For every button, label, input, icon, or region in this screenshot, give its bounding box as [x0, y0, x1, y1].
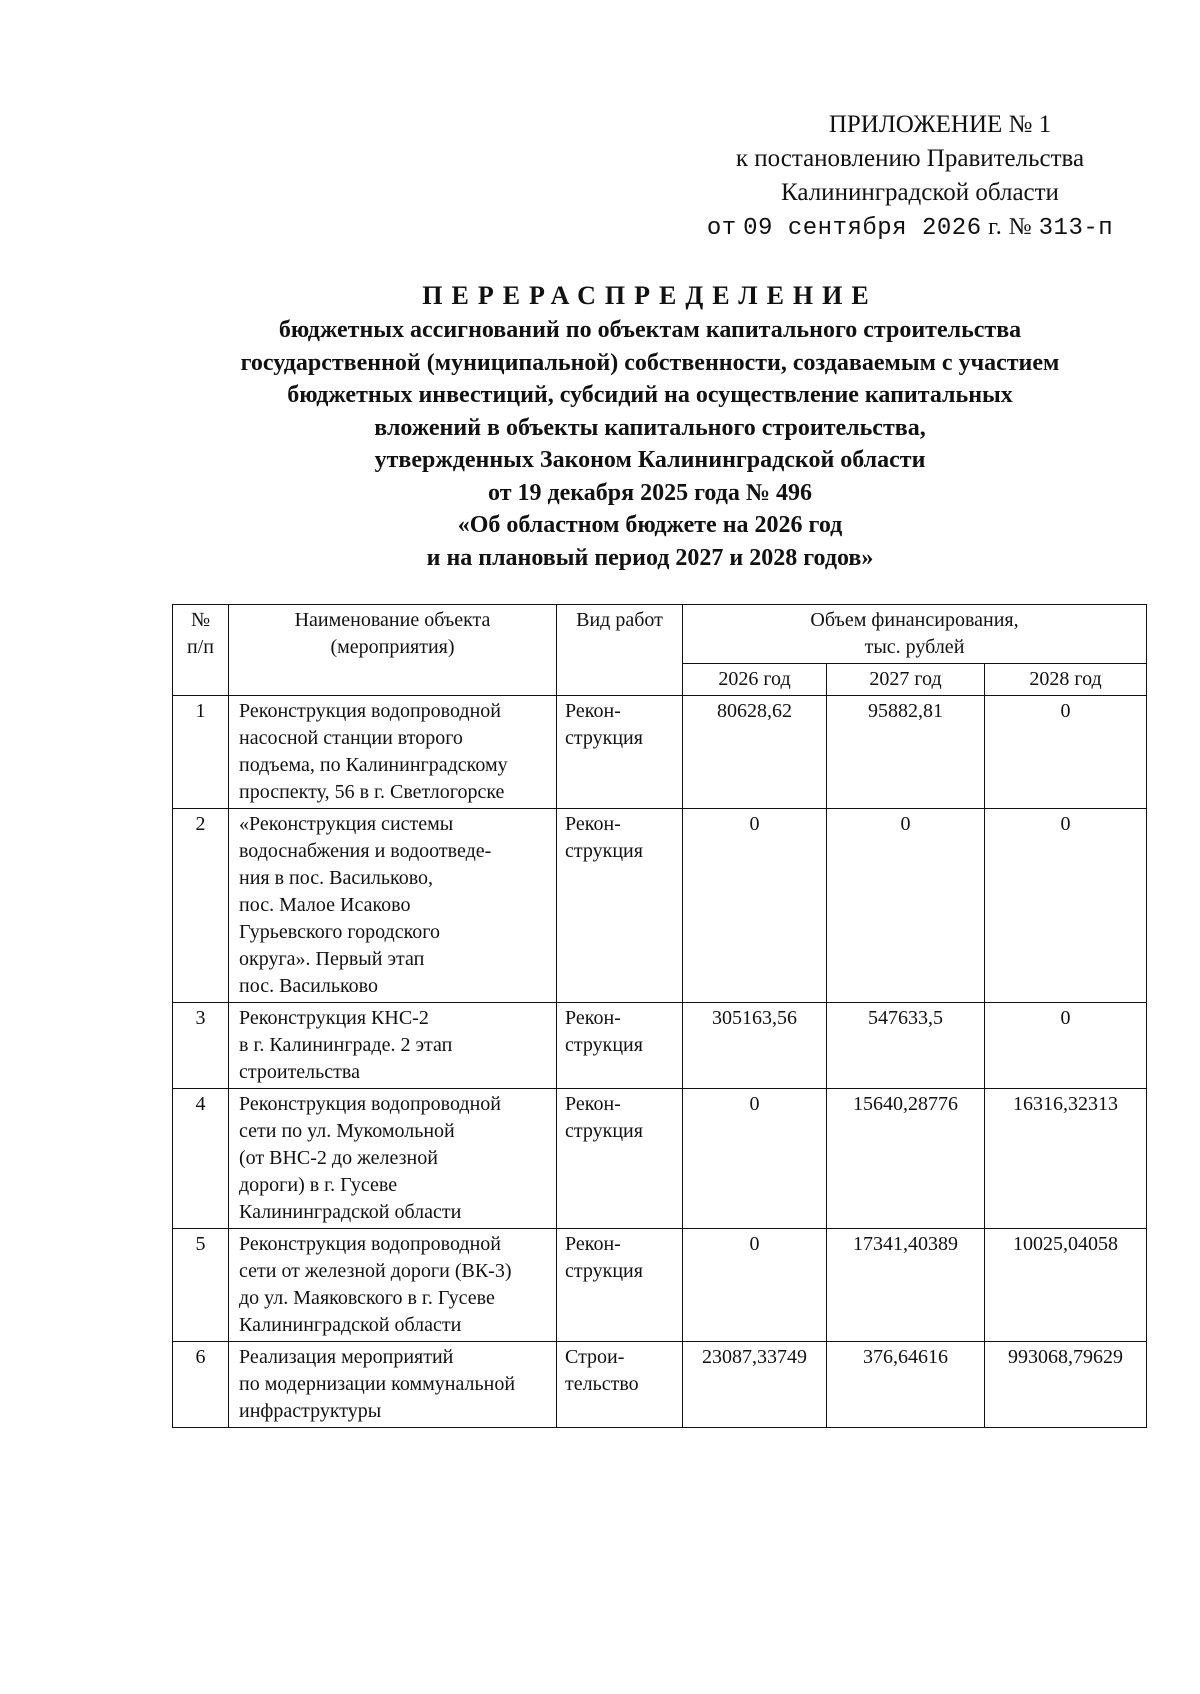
row-work: Рекон- струкция — [557, 1003, 683, 1089]
row-name: Реконструкция водопроводной сети по ул. Мукомольной (от ВНС-2 до железной дороги) в г. Гусеве Калининградской области — [229, 1089, 557, 1229]
row-value-2026: 80628,62 — [683, 696, 827, 809]
table-row — [173, 696, 1147, 809]
title-line-4: вложений в объекты капитального строительства, — [374, 414, 926, 441]
table-row — [173, 1089, 1147, 1229]
row-name: Реализация мероприятий по модернизации коммунальной инфраструктуры — [229, 1342, 557, 1428]
row-value-2028: 0 — [985, 1003, 1147, 1089]
row-value-2028: 16316,32313 — [985, 1089, 1147, 1229]
appendix-date-suffix: г. № — [988, 214, 1033, 240]
table-row — [173, 1003, 1147, 1089]
row-num: 1 — [173, 696, 229, 809]
row-value-2028: 993068,79629 — [985, 1342, 1147, 1428]
header-year-2028: 2028 год — [985, 664, 1147, 696]
row-work: Строи- тельство — [557, 1342, 683, 1428]
header-num: № п/п — [173, 605, 229, 696]
funding-table — [172, 604, 1147, 1428]
row-value-2028: 0 — [985, 696, 1147, 809]
row-num: 6 — [173, 1342, 229, 1428]
title-main: ПЕРЕРАСПРЕДЕЛЕНИЕ — [422, 281, 878, 310]
row-name: Реконструкция водопроводной сети от железной дороги (ВК-3) до ул. Маяковского в г. Гусеве Калининградской области — [229, 1229, 557, 1342]
document-title — [120, 278, 1180, 574]
row-value-2026: 0 — [683, 1089, 827, 1229]
title-line-3: бюджетных инвестиций, субсидий на осуществление капитальных — [287, 382, 1013, 408]
row-work: Рекон- струкция — [557, 696, 683, 809]
header-year-2027: 2027 год — [827, 664, 985, 696]
row-value-2028: 10025,04058 — [985, 1229, 1147, 1342]
appendix-date-line — [680, 210, 1140, 246]
row-value-2027: 547633,5 — [827, 1003, 985, 1089]
appendix-header — [680, 108, 1140, 246]
title-line-6: от 19 декабря 2025 года № 496 — [488, 479, 812, 506]
appendix-line-resolution: к постановлению Правительства — [735, 145, 1085, 172]
row-value-2027: 376,64616 — [827, 1342, 985, 1428]
header-name: Наименование объекта (мероприятия) — [229, 605, 557, 696]
appendix-title: ПРИЛОЖЕНИЕ № 1 — [828, 111, 1052, 138]
row-work: Рекон- струкция — [557, 1089, 683, 1229]
header-funding: Объем финансирования, тыс. рублей — [683, 605, 1147, 664]
title-line-7: «Об областном бюджете на 2026 год — [457, 512, 843, 538]
appendix-line-region: Калининградской области — [781, 179, 1059, 206]
title-line-5: утвержденных Законом Калининградской области — [374, 447, 926, 473]
title-line-8: и на плановый период 2027 и 2028 годов» — [426, 544, 874, 571]
row-work: Рекон- струкция — [557, 1229, 683, 1342]
title-line-2: государственной (муниципальной) собственности, создаваемым с участием — [240, 349, 1060, 376]
row-num: 4 — [173, 1089, 229, 1229]
row-name: Реконструкция водопроводной насосной станции второго подъема, по Калининградскому проспекту, 56 в г. Светлогорске — [229, 696, 557, 809]
row-num: 5 — [173, 1229, 229, 1342]
table-header-row — [173, 605, 1147, 664]
row-value-2027: 0 — [827, 809, 985, 1003]
row-value-2026: 0 — [683, 1229, 827, 1342]
table-row — [173, 809, 1147, 1003]
row-value-2027: 15640,28776 — [827, 1089, 985, 1229]
row-value-2028: 0 — [985, 809, 1147, 1003]
row-name: «Реконструкция системы водоснабжения и водоотведе- ния в пос. Васильково, пос. Малое Исаково Гурьевского городского округа». Первый этап пос. Васильково — [229, 809, 557, 1003]
appendix-number: 313-п — [1038, 215, 1114, 242]
row-value-2026: 305163,56 — [683, 1003, 827, 1089]
appendix-date-prefix: от — [706, 215, 737, 242]
row-name: Реконструкция КНС-2 в г. Калининграде. 2 этап строительства — [229, 1003, 557, 1089]
row-value-2027: 95882,81 — [827, 696, 985, 809]
table-row — [173, 1229, 1147, 1342]
row-num: 3 — [173, 1003, 229, 1089]
header-work: Вид работ — [557, 605, 683, 696]
row-work: Рекон- струкция — [557, 809, 683, 1003]
table-row — [173, 1342, 1147, 1428]
row-value-2026: 0 — [683, 809, 827, 1003]
row-num: 2 — [173, 809, 229, 1003]
appendix-date-value: 09 сентября 2026 — [743, 215, 982, 242]
title-line-1: бюджетных ассигнований по объектам капитального строительства — [278, 317, 1022, 343]
row-value-2026: 23087,33749 — [683, 1342, 827, 1428]
row-value-2027: 17341,40389 — [827, 1229, 985, 1342]
header-year-2026: 2026 год — [683, 664, 827, 696]
